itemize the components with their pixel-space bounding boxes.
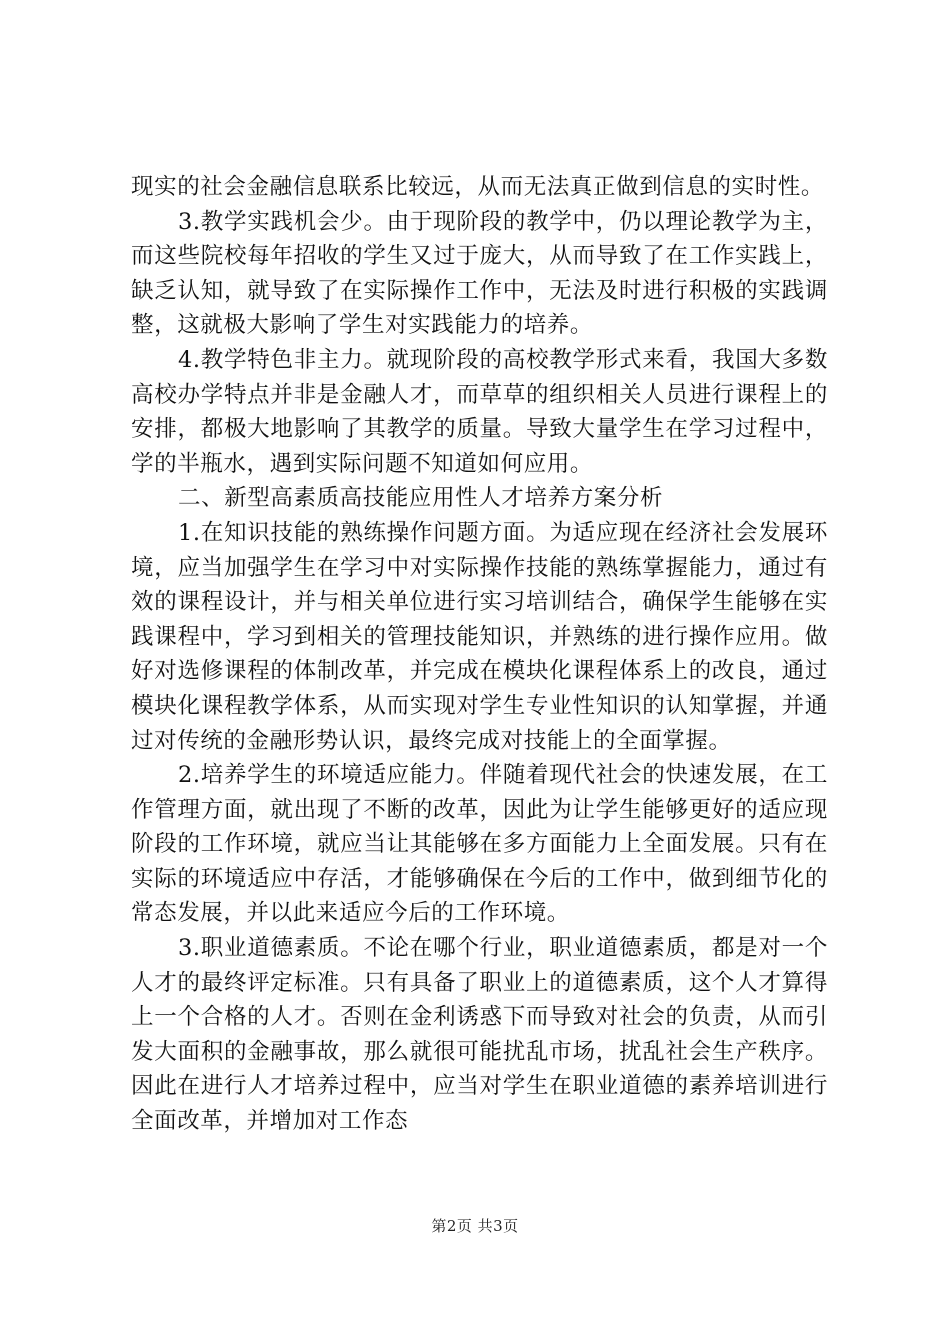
page-footer: 第2页 共3页 bbox=[431, 1217, 519, 1235]
paragraph-4: 1.在知识技能的熟练操作问题方面。为适应现在经济社会发展环境，应当加强学生在学习中对实际操作技能的熟练掌握能力，通过有效的课程设计，并与相关单位进行实习培训结合，确保学生能够在实践课程中，学习到相关的管理技能知识，并熟练的进行操作应用。做好对选修课程的体制改革，并完成在模块化课程体系上的改良，通过模块化课程教学体系，从而实现对学生专业性知识的认知掌握，并通过对传统的金融形势认识，最终完成对技能上的全面掌握。 bbox=[131, 519, 828, 754]
paragraph-5: 2.培养学生的环境适应能力。伴随着现代社会的快速发展，在工作管理方面，就出现了不断的改革，因此为让学生能够更好的适应现阶段的工作环境，就应当让其能够在多方面能力上全面发展。只有在实际的环境适应中存活，才能够确保在今后的工作中，做到细节化的常态发展，并以此来适应今后的工作环境。 bbox=[131, 762, 828, 927]
paragraph-2: 3.教学实践机会少。由于现阶段的教学中，仍以理论教学为主，而这些院校每年招收的学生又过于庞大，从而导致了在工作实践上，缺乏认知，就导致了在实际操作工作中，无法及时进行积极的实践调整，这就极大影响了学生对实践能力的培养。 bbox=[131, 208, 828, 339]
paragraph-6: 3.职业道德素质。不论在哪个行业，职业道德素质，都是对一个人才的最终评定标准。只有具备了职业上的道德素质，这个人才算得上一个合格的人才。否则在金利诱惑下而导致对社会的负责，从而引发大面积的金融事故，那么就很可能扰乱市场，扰乱社会生产秩序。因此在进行人才培养过程中，应当对学生在职业道德的素养培训进行全面改革，并增加对工作态 bbox=[131, 935, 828, 1135]
document-body bbox=[131, 170, 828, 1139]
section-heading: 二、新型高素质高技能应用性人才培养方案分析 bbox=[178, 485, 664, 512]
paragraph-3: 4.教学特色非主力。就现阶段的高校教学形式来看，我国大多数高校办学特点并非是金融人才，而草草的组织相关人员进行课程上的安排，都极大地影响了其教学的质量。导致大量学生在学习过程中，学的半瓶水，遇到实际问题不知道如何应用。 bbox=[131, 346, 828, 477]
paragraph-1: 现实的社会金融信息联系比较远，从而无法真正做到信息的实时性。 bbox=[131, 174, 825, 200]
